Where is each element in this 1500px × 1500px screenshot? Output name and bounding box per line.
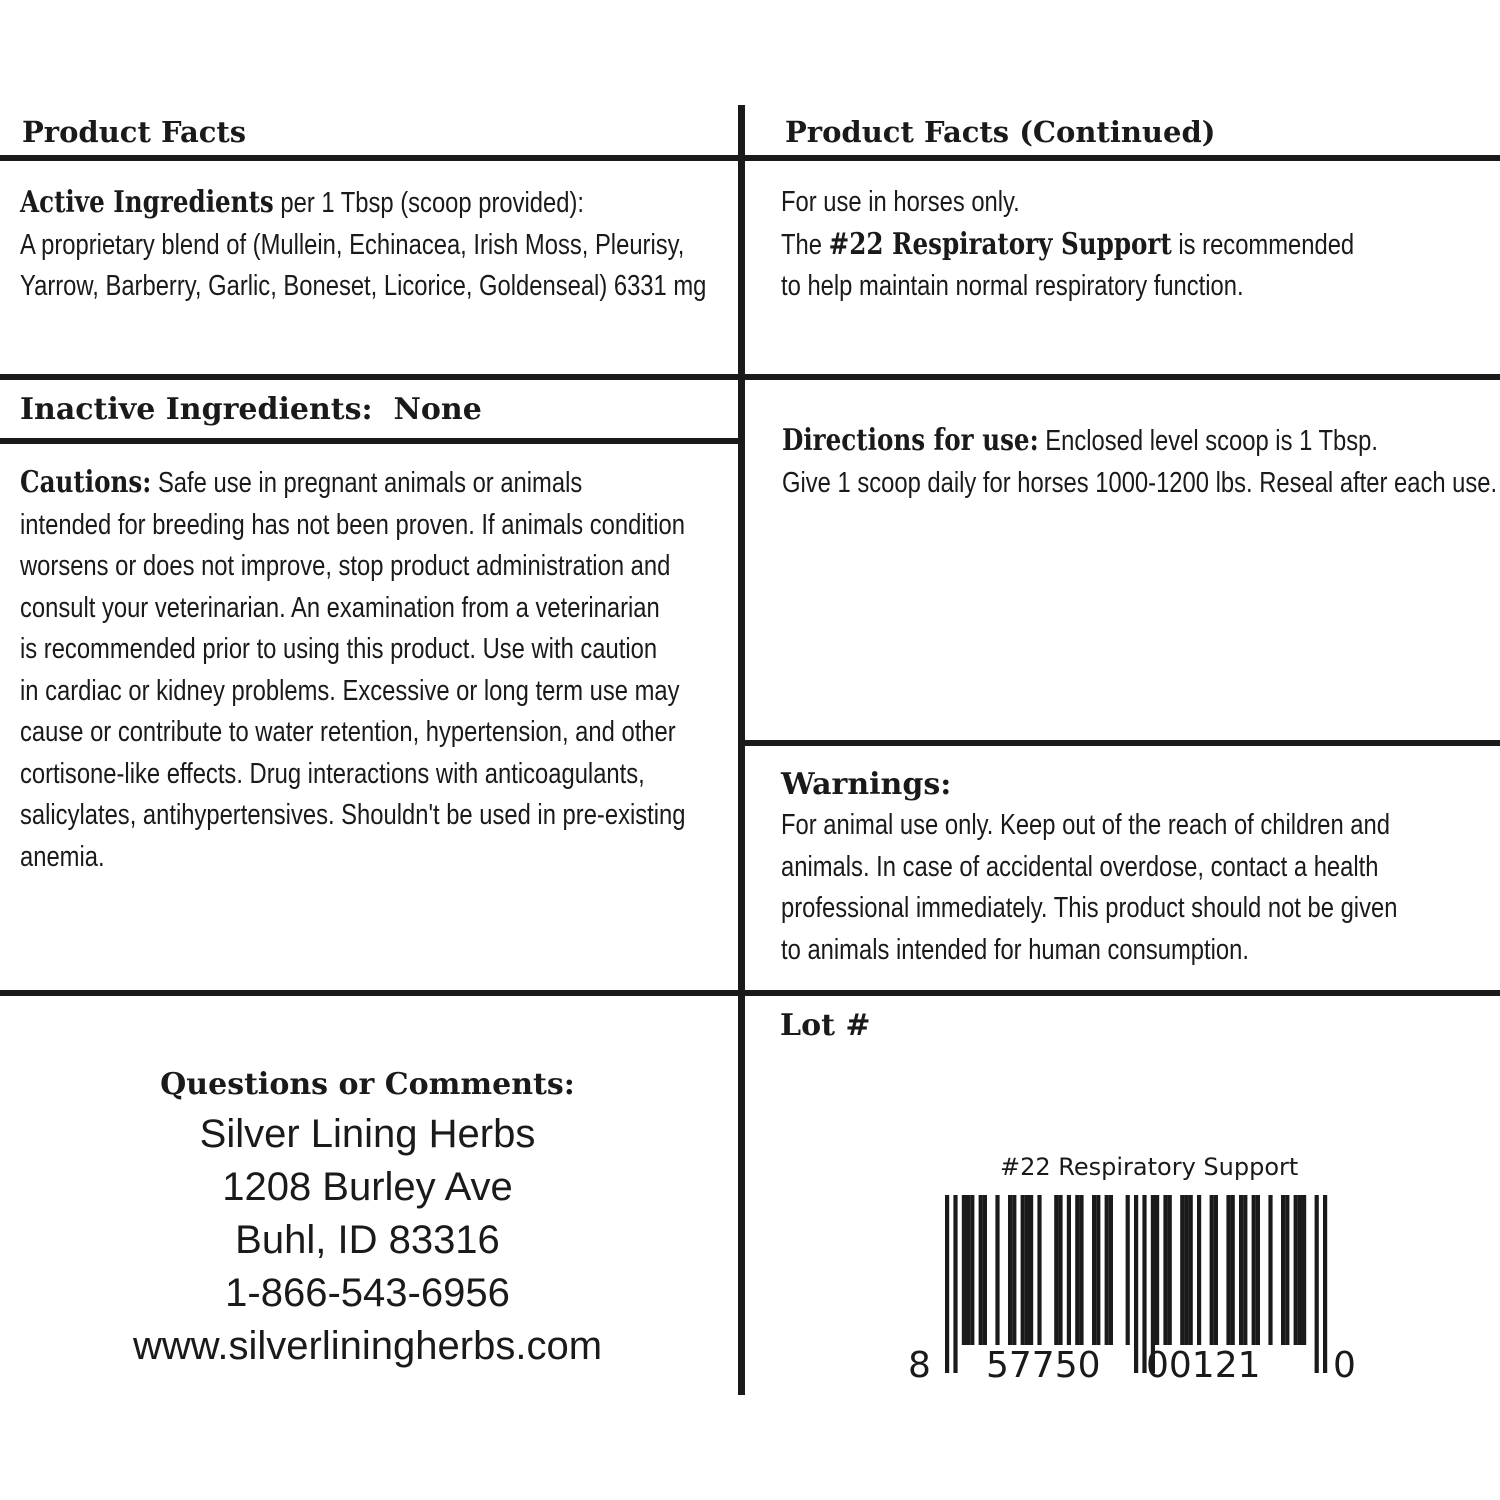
barcode-bar (1239, 1195, 1243, 1345)
barcode-bar (1134, 1195, 1138, 1373)
barcode-bar (1025, 1195, 1029, 1345)
barcode-bar (1126, 1195, 1130, 1345)
barcode-bar (1210, 1195, 1214, 1345)
cautions-label: Cautions: (20, 465, 152, 500)
cautions-block (20, 462, 685, 878)
directions-line: Give 1 scoop daily for horses 1000-1200 lbs. Reseal after each use. (782, 466, 1498, 499)
barcode-bar (1067, 1195, 1071, 1345)
directions-line: Enclosed level scoop is 1 Tbsp. (1038, 425, 1378, 457)
barcode-bar (1252, 1195, 1256, 1345)
barcode-bar (1029, 1195, 1033, 1345)
directions-rule (745, 740, 1500, 746)
barcode-bar (1302, 1195, 1306, 1345)
warnings-label: Warnings: (781, 767, 952, 802)
cautions-line: consult your veterinarian. An examination from a veterinarian (20, 591, 660, 624)
barcode-bar (1315, 1195, 1319, 1373)
active-ingredients-block (20, 182, 706, 308)
contact-heading: Questions or Comments: (160, 1067, 575, 1102)
barcode-bar (966, 1195, 970, 1345)
barcode-bar (1075, 1195, 1079, 1345)
barcode-bar (1012, 1195, 1016, 1345)
barcode-bar (1189, 1195, 1193, 1345)
city-state-zip: Buhl, ID 83316 (235, 1218, 500, 1262)
cautions-line: is recommended prior to using this product. Use with caution (20, 633, 658, 665)
barcode-bar (1037, 1195, 1041, 1345)
barcode-bar (1323, 1195, 1327, 1373)
barcode-bar (995, 1195, 999, 1345)
product-name: #22 Respiratory Support (828, 226, 1172, 262)
bottom-section-rule (0, 990, 1500, 996)
barcode-bar (1054, 1195, 1058, 1345)
barcode-digit-first: 8 (908, 1345, 931, 1386)
cautions-line: Safe use in pregnant animals or animals (151, 467, 583, 499)
barcode-bar (1294, 1195, 1298, 1345)
barcode-bar (1184, 1195, 1188, 1345)
use-statement-line: to help maintain normal respiratory function. (781, 270, 1244, 302)
barcode (900, 1195, 1360, 1395)
barcode-bar (1058, 1195, 1062, 1345)
barcode-bar (1281, 1195, 1285, 1345)
active-ingredients-dose: per 1 Tbsp (scoop provided): (273, 187, 584, 219)
barcode-bar (979, 1195, 983, 1345)
barcode-bar (1256, 1195, 1260, 1345)
website-link[interactable]: www.silverliningherbs.com (132, 1324, 603, 1368)
warnings-line: professional immediately. This product should not be given (781, 892, 1398, 924)
barcode-bar (983, 1195, 987, 1345)
barcode-bar (1155, 1195, 1159, 1345)
cautions-line: anemia. (20, 840, 105, 873)
cautions-line: in cardiac or kidney problems. Excessive or long term use may (20, 674, 680, 707)
active-ingredients-rule (0, 374, 1500, 380)
barcode-bar (1163, 1195, 1167, 1345)
barcode-bar (1092, 1195, 1096, 1345)
barcode-bar (970, 1195, 974, 1345)
cautions-line: cause or contribute to water retention, hypertension, and other (20, 716, 676, 748)
barcode-bar (1226, 1195, 1230, 1345)
header-rule-left (0, 155, 738, 161)
cautions-line: intended for breeding has not been proven. If animals condition (20, 508, 685, 541)
product-facts-continued-heading: Product Facts (Continued) (785, 115, 1216, 149)
barcode-bar (1180, 1195, 1184, 1345)
warnings-line: For animal use only. Keep out of the reach of children and (781, 809, 1390, 841)
company-name: Silver Lining Herbs (199, 1112, 536, 1156)
lot-number-label: Lot # (780, 1008, 871, 1043)
use-statement-pre: The (781, 228, 829, 261)
barcode-group-right: 00121 (1146, 1345, 1261, 1386)
directions-label: Directions for use: (782, 423, 1039, 458)
directions-block (782, 420, 1497, 504)
barcode-bar (1231, 1195, 1235, 1345)
warnings-line: animals. In case of accidental overdose, contact a health (781, 850, 1379, 883)
vertical-divider (738, 105, 745, 1395)
contact-block (0, 1108, 735, 1373)
phone-number: 1-866-543-6956 (225, 1271, 510, 1315)
barcode-bar (1109, 1195, 1113, 1345)
barcode-bar (1214, 1195, 1218, 1345)
cautions-line: salicylates, antihypertensives. Shouldn't be used in pre-existing (20, 799, 686, 831)
barcode-bar (1268, 1195, 1272, 1345)
use-statement-post: is recommended (1171, 228, 1355, 261)
barcode-bar (1079, 1195, 1083, 1345)
active-ingredients-line: Yarrow, Barberry, Garlic, Boneset, Licorice, Goldenseal) 6331 mg (20, 270, 707, 302)
barcode-bar (1243, 1195, 1247, 1345)
warnings-block (781, 805, 1397, 971)
barcode-digit-last: 0 (1333, 1345, 1356, 1386)
product-facts-heading: Product Facts (22, 115, 247, 149)
barcode-bar (1197, 1195, 1201, 1345)
barcode-bar (1298, 1195, 1302, 1345)
barcode-bar (945, 1195, 949, 1373)
barcode-caption: #22 Respiratory Support (1000, 1153, 1299, 1181)
cautions-line: cortisone-like effects. Drug interactions with anticoagulants, (20, 757, 645, 790)
barcode-bar (1008, 1195, 1012, 1345)
use-statement-line: For use in horses only. (781, 186, 1020, 218)
barcode-bar (1105, 1195, 1109, 1345)
active-ingredients-label: Active Ingredients (20, 185, 274, 220)
inactive-ingredients-rule (0, 438, 738, 444)
barcode-bar (962, 1195, 966, 1345)
barcode-bar (953, 1195, 957, 1373)
barcode-bar (1096, 1195, 1100, 1345)
street-address: 1208 Burley Ave (222, 1165, 513, 1209)
barcode-bar (1285, 1195, 1289, 1345)
active-ingredients-line: A proprietary blend of (Mullein, Echinacea, Irish Moss, Pleurisy, (20, 228, 685, 261)
use-statement-block (781, 182, 1354, 308)
barcode-bar (1168, 1195, 1172, 1345)
header-rule-right (745, 155, 1500, 161)
warnings-line: to animals intended for human consumption. (781, 933, 1249, 966)
cautions-line: worsens or does not improve, stop product administration and (20, 550, 671, 582)
barcode-bar (1021, 1195, 1025, 1345)
barcode-group-left: 57750 (986, 1345, 1101, 1386)
inactive-ingredients: Inactive Ingredients: None (20, 392, 482, 427)
